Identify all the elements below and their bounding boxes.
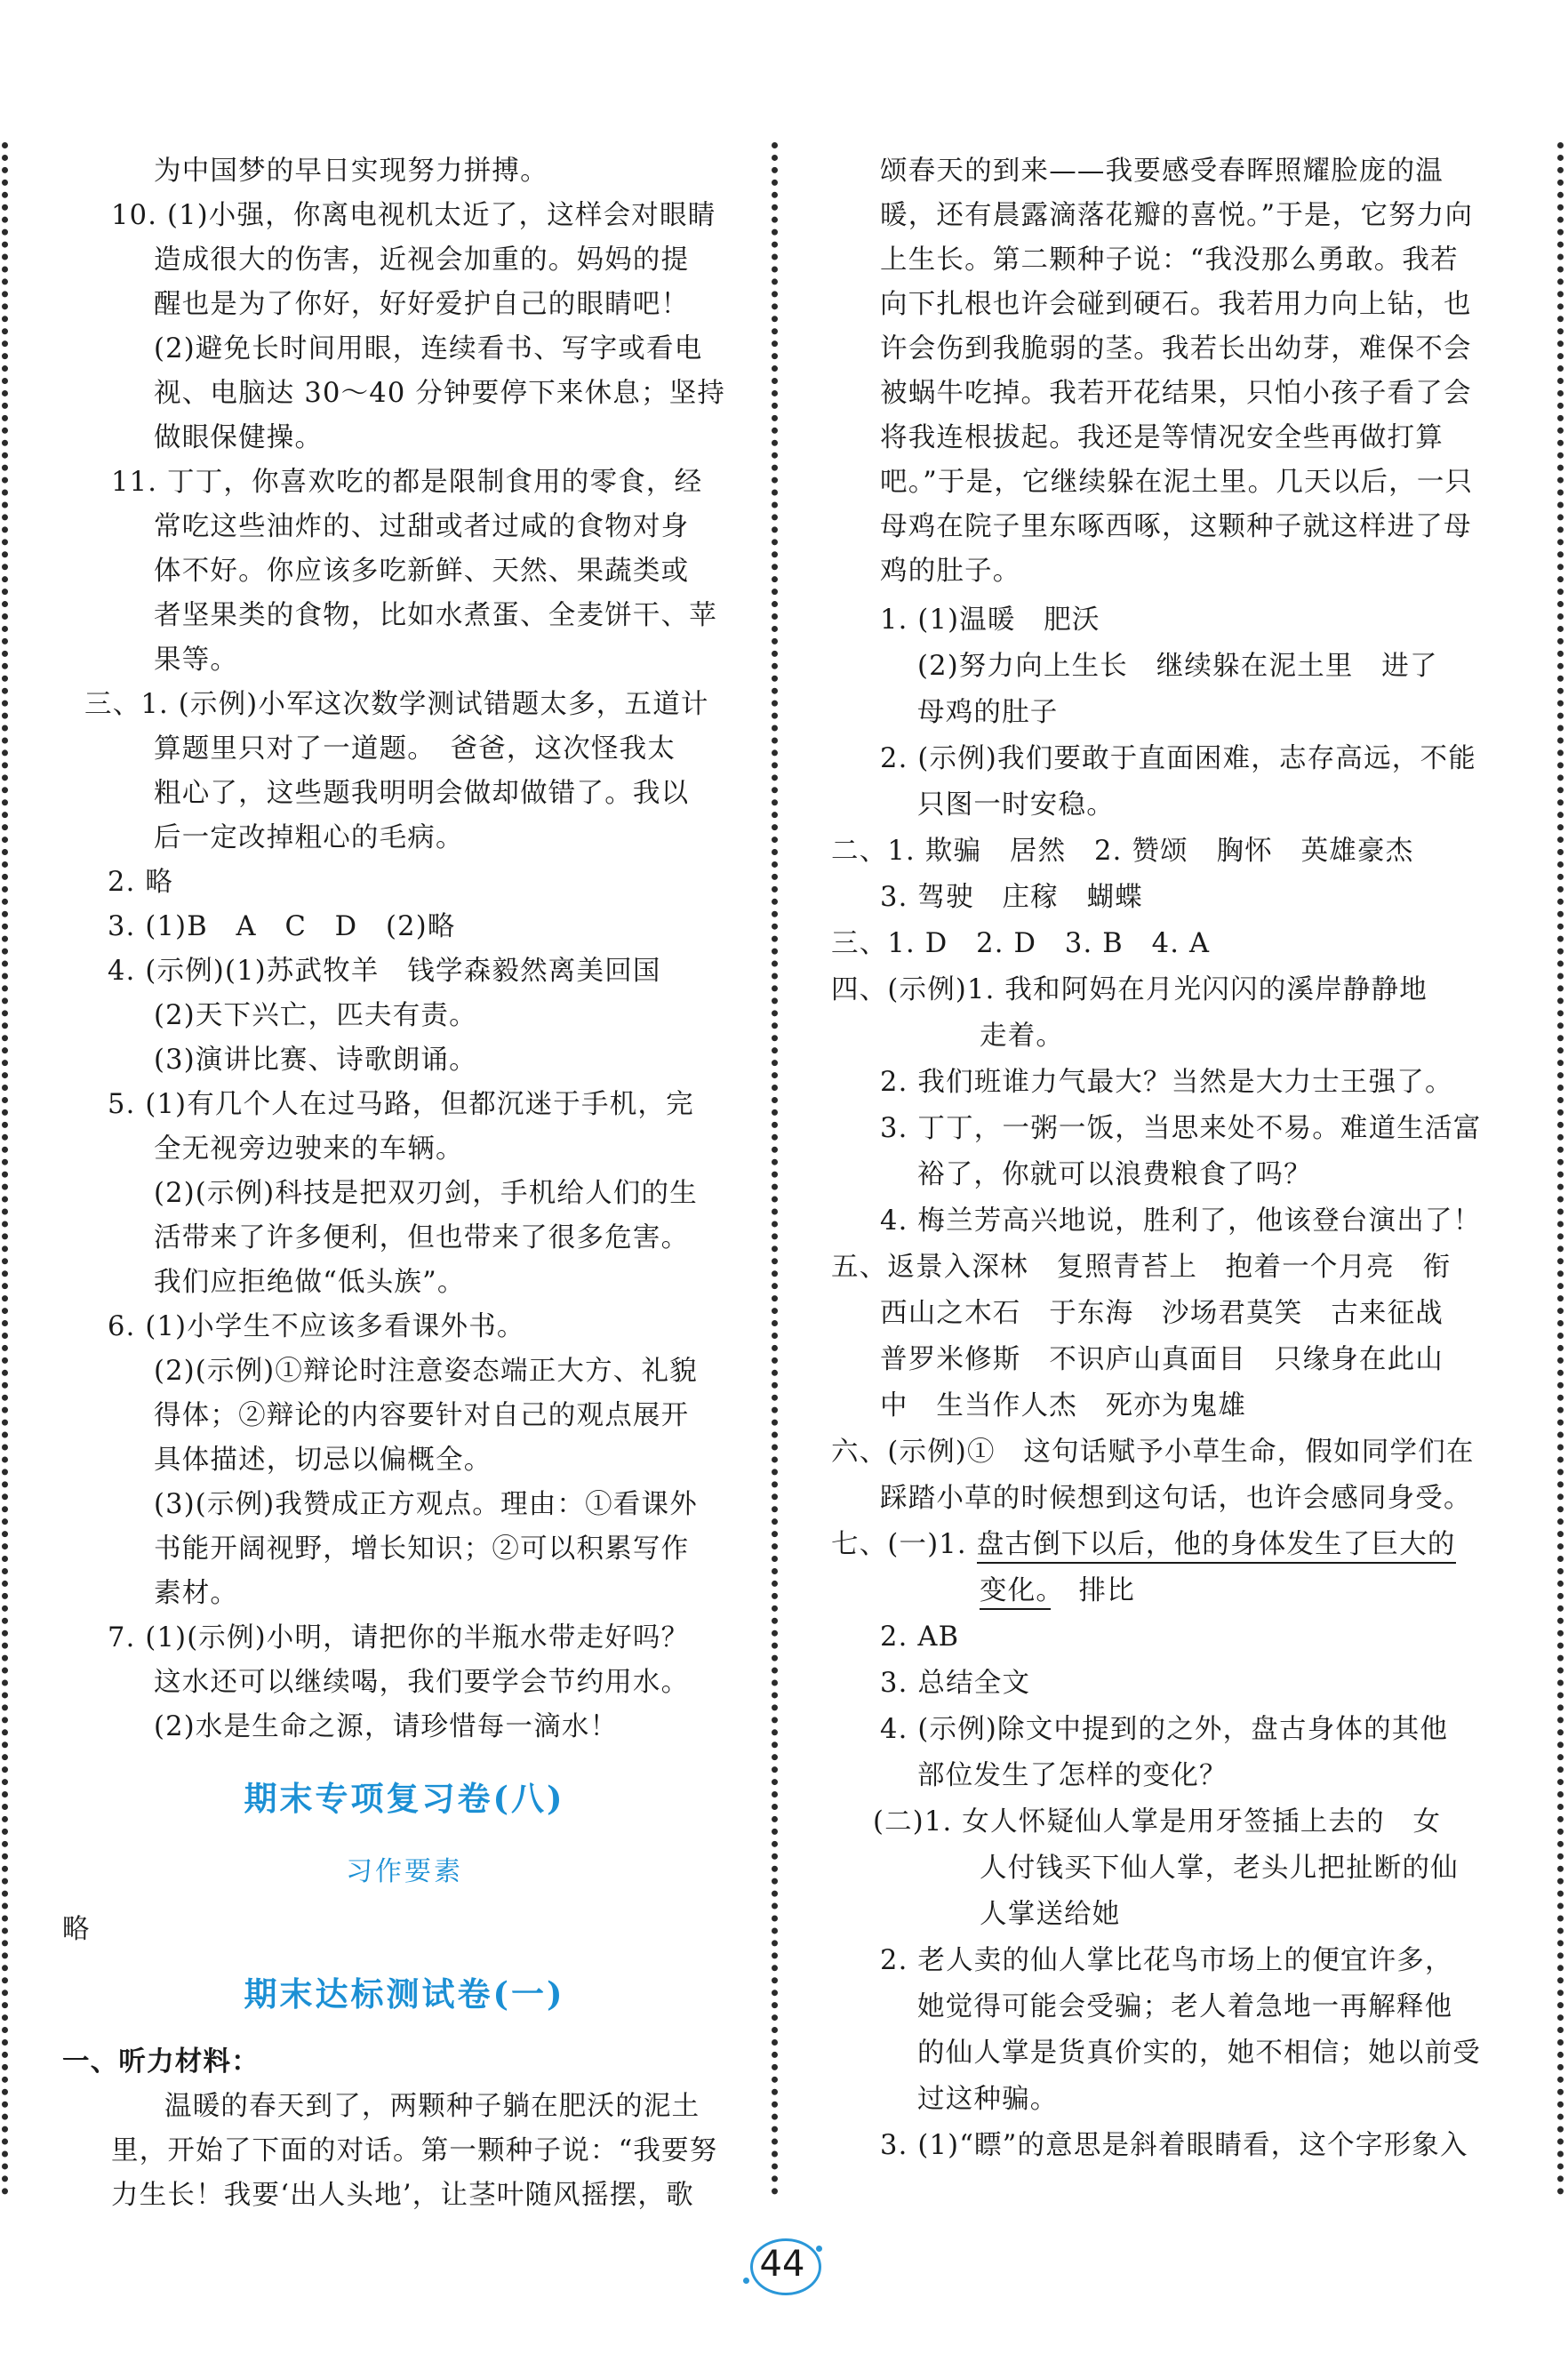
answer-line: 人付钱买下仙人掌，老头儿把扯断的仙 — [980, 1853, 1459, 1884]
answer-line: 视、电脑达 30～40 分钟要停下来休息；坚持 — [154, 378, 726, 409]
answer-line: 颂春天的到来——我要感受春晖照耀脸庞的温 — [880, 156, 1444, 187]
answer-line: 醒也是为了你好，好好爱护自己的眼睛吧！ — [154, 289, 690, 320]
answer-line: (2)努力向上生长 继续躲在泥土里 进了 — [917, 651, 1438, 682]
answer-line: 得体；②辩论的内容要针对自己的观点展开 — [154, 1400, 690, 1431]
answer-line: 普罗米修斯 不识庐山真面目 只缘身在此山 — [880, 1344, 1444, 1375]
section-subheading: 习作要素 — [346, 1856, 463, 1887]
page-number: 44 — [759, 2244, 805, 2285]
answer-line: (2)避免长时间用眼，连续看书、写字或看电 — [154, 333, 703, 364]
answer-line: 鸡的肚子。 — [880, 556, 1021, 587]
answer-line: (3)(示例)我赞成正方观点。理由：①看课外 — [154, 1489, 698, 1520]
section-heading-review: 期末专项复习卷(八) — [244, 1779, 565, 1818]
listening-label: 一、听力材料： — [62, 2046, 260, 2078]
answer-line: 上生长。第二颗种子说：“我没那么勇敢。我若 — [880, 244, 1459, 276]
answer-line: 向下扎根也许会碰到硬石。我若用力向上钻，也 — [880, 289, 1472, 320]
answer-line: 走着。 — [980, 1021, 1065, 1052]
answer-line: 她觉得可能会受骗；老人着急地一再解释他 — [917, 1991, 1453, 2022]
badge-dot-icon — [743, 2278, 749, 2284]
answer-line: 4. (示例)(1)苏武牧羊 钱学森毅然离美回国 — [108, 956, 661, 987]
answer-line: 只图一时安稳。 — [917, 789, 1115, 821]
answer-line: 造成很大的伤害，近视会加重的。妈妈的提 — [154, 244, 690, 276]
answer-line: 具体描述，切忌以偏概全。 — [154, 1445, 492, 1476]
badge-dot-icon — [816, 2246, 822, 2252]
answer-line: 6. (1)小学生不应该多看课外书。 — [108, 1311, 525, 1342]
answer-line: 2. AB — [880, 1621, 960, 1653]
answer-line: 吧。”于是，它继续躲在泥土里。几天以后，一只 — [880, 467, 1474, 498]
answer-line: 素材。 — [154, 1578, 239, 1609]
answer-line: 人掌送给她 — [980, 1899, 1121, 1930]
listening-line: 力生长！我要‘出人头地’，让茎叶随风摇摆，歌 — [111, 2180, 694, 2211]
section-heading-test: 期末达标测试卷(一) — [244, 1974, 565, 2014]
answer-line: 3. 总结全文 — [880, 1668, 1031, 1699]
answer-line: 5. (1)有几个人在过马路，但都沉迷于手机，完 — [108, 1089, 694, 1120]
center-divider-dots — [772, 142, 778, 2196]
answer-line: 4. (示例)除文中提到的之外，盘古身体的其他 — [880, 1714, 1449, 1745]
answer-line: 粗心了，这些题我明明会做却做错了。我以 — [154, 778, 690, 809]
answer-line: 中 生当作人杰 死亦为鬼雄 — [880, 1390, 1247, 1421]
answer-line: 3. (1)B A C D (2)略 — [108, 911, 456, 942]
answer-line: 常吃这些油炸的、过甜或者过咸的食物对身 — [154, 511, 690, 542]
listening-line: 温暖的春天到了，两颗种子躺在肥沃的泥土 — [164, 2091, 700, 2122]
answer-line — [831, 1523, 1456, 1567]
answer-line: 三、1. D 2. D 3. B 4. A — [831, 928, 1211, 959]
answer-line: 踩踏小草的时候想到这句话，也许会感同身受。 — [880, 1483, 1472, 1514]
answer-line: 11. 丁丁，你喜欢吃的都是限制食用的零食，经 — [111, 467, 703, 498]
answer-line: 我们应拒绝做“低头族”。 — [154, 1267, 466, 1298]
answer-line: 书能开阔视野，增长知识；②可以积累写作 — [154, 1533, 690, 1565]
answer-line: (2)水是生命之源，请珍惜每一滴水！ — [154, 1711, 619, 1742]
answer-line: 许会伤到我脆弱的茎。我若长出幼芽，难保不会 — [880, 333, 1472, 364]
answer-line: 活带来了许多便利，但也带来了很多危害。 — [154, 1222, 690, 1253]
answer-line: 三、1. (示例)小军这次数学测试错题太多，五道计 — [84, 689, 709, 720]
answer-line: 母鸡的肚子 — [917, 697, 1059, 728]
right-margin-dots — [1557, 142, 1564, 2196]
answer-line: 果等。 — [154, 645, 239, 676]
answer-line: 四、(示例)1. 我和阿妈在月光闪闪的溪岸静静地 — [831, 974, 1428, 1005]
answer-line: 体不好。你应该多吃新鲜、天然、果蔬类或 — [154, 556, 690, 587]
answer-line: 二、1. 欺骗 居然 2. 赞颂 胸怀 英雄豪杰 — [831, 836, 1414, 867]
question-number: 七、(一)1. — [831, 1529, 977, 1560]
answer-line: (二)1. 女人怀疑仙人掌是用牙签插上去的 女 — [873, 1806, 1442, 1838]
answer-line: 这水还可以继续喝，我们要学会节约用水。 — [154, 1667, 690, 1698]
answer-line: 者坚果类的食物，比如水煮蛋、全麦饼干、苹 — [154, 600, 717, 631]
answer-line: 为中国梦的早日实现努力拼搏。 — [154, 156, 548, 187]
answer-text: 排比 — [1050, 1575, 1135, 1606]
answer-line: 后一定改掉粗心的毛病。 — [154, 822, 464, 853]
underlined-answer: 变化。 — [980, 1575, 1051, 1610]
answer-line: 3. (1)“瞟”的意思是斜着眼睛看，这个字形象入 — [880, 2130, 1468, 2161]
answer-line: 2. (示例)我们要敢于直面困难，志存高远，不能 — [880, 743, 1476, 774]
answer-line: 7. (1)(示例)小明，请把你的半瓶水带走好吗？ — [108, 1622, 690, 1653]
answer-line: 五、返景入深林 复照青苔上 抱着一个月亮 衔 — [831, 1252, 1452, 1283]
answer-line: (2)(示例)①辩论时注意姿态端正大方、礼貌 — [154, 1356, 698, 1387]
answer-line: 3. 丁丁，一粥一饭，当思来处不易。难道生活富 — [880, 1113, 1482, 1144]
omitted-answer: 略 — [62, 1914, 91, 1945]
answer-line: 裕了，你就可以浪费粮食了吗？ — [917, 1159, 1312, 1190]
answer-line: 暖，还有晨露滴落花瓣的喜悦。”于是，它努力向 — [880, 200, 1474, 231]
answer-line: 的仙人掌是货真价实的，她不相信；她以前受 — [917, 2038, 1481, 2069]
answer-line: 4. 梅兰芳高兴地说，胜利了，他该登台演出了！ — [880, 1205, 1482, 1237]
underlined-answer: 盘古倒下以后，他的身体发生了巨大的 — [977, 1529, 1456, 1564]
answer-line: 被蜗牛吃掉。我若开花结果，只怕小孩子看了会 — [880, 378, 1472, 409]
answer-line: 算题里只对了一道题。 爸爸，这次怪我太 — [154, 733, 676, 765]
answer-line: (2)天下兴亡，匹夫有责。 — [154, 1000, 477, 1031]
answer-line: 1. (1)温暖 肥沃 — [880, 605, 1100, 636]
answer-line: 六、(示例)① 这句话赋予小草生命，假如同学们在 — [831, 1437, 1475, 1468]
answer-line — [980, 1569, 1135, 1613]
page-number-badge — [741, 2238, 823, 2292]
listening-line: 里，开始了下面的对话。第一颗种子说：“我要努 — [111, 2135, 718, 2166]
answer-line: 做眼保健操。 — [154, 422, 324, 453]
answer-line: (3)演讲比赛、诗歌朗诵。 — [154, 1045, 477, 1076]
answer-line: 西山之木石 于东海 沙场君莫笑 古来征战 — [880, 1298, 1444, 1329]
answer-line: 2. 略 — [108, 867, 174, 898]
answer-line: (2)(示例)科技是把双刃剑，手机给人们的生 — [154, 1178, 698, 1209]
answer-line: 过这种骗。 — [917, 2084, 1059, 2115]
answer-line: 2. 我们班谁力气最大？当然是大力士王强了。 — [880, 1067, 1453, 1098]
answer-line: 母鸡在院子里东啄西啄，这颗种子就这样进了母 — [880, 511, 1472, 542]
answer-line: 2. 老人卖的仙人掌比花鸟市场上的便宜许多， — [880, 1945, 1453, 1976]
answer-line: 将我连根拔起。我还是等情况安全些再做打算 — [880, 422, 1444, 453]
answer-line: 10. (1)小强，你离电视机太近了，这样会对眼睛 — [111, 200, 716, 231]
answer-line: 3. 驾驶 庄稼 蝴蝶 — [880, 882, 1143, 913]
answer-line: 全无视旁边驶来的车辆。 — [154, 1133, 464, 1165]
answer-line: 部位发生了怎样的变化？ — [917, 1760, 1228, 1791]
left-margin-dots — [2, 142, 8, 2196]
